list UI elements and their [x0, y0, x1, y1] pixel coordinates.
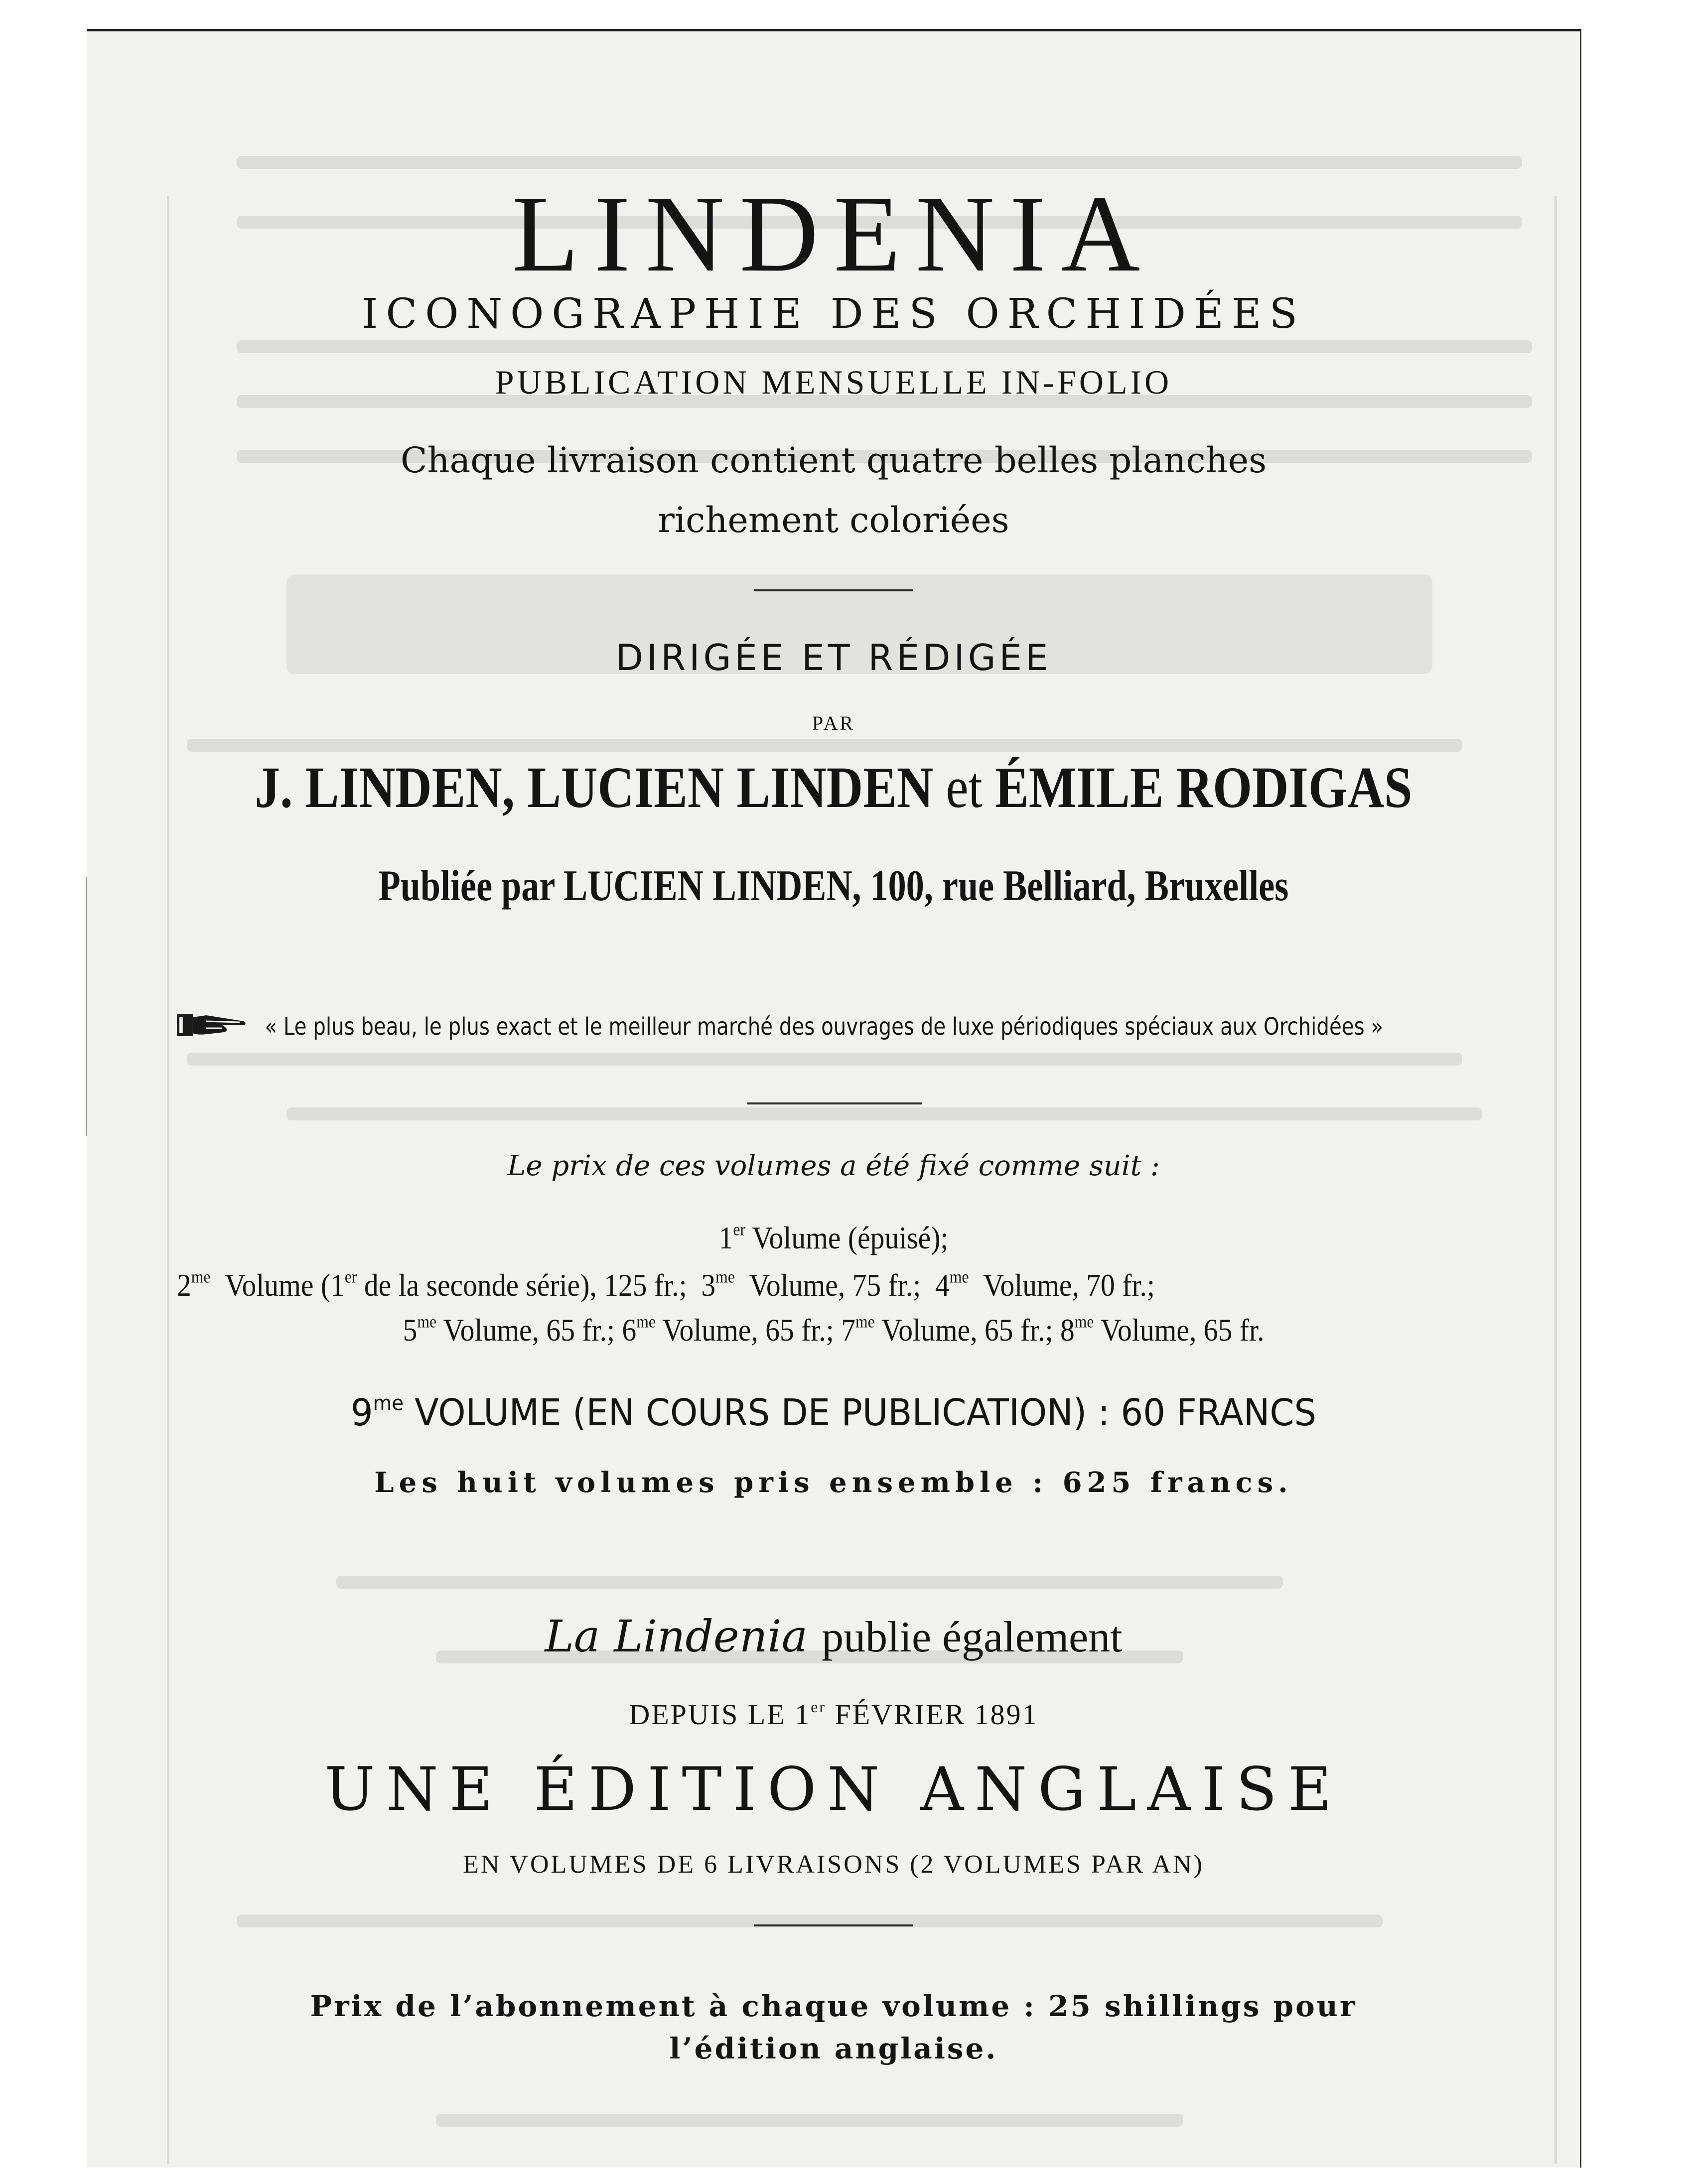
livraison-line-2: richement coloriées	[658, 500, 1009, 541]
bleed-through-line	[436, 2114, 1183, 2127]
since-prefix: DEPUIS LE 1	[629, 1698, 811, 1731]
volume-price: Volume, 65 fr.;	[662, 1312, 834, 1348]
par-label: PAR	[812, 712, 855, 734]
volumes-5-8-line	[162, 1312, 1505, 1349]
pointing-hand-icon	[177, 1010, 248, 1046]
bleed-through-line	[336, 1576, 1283, 1589]
volume-number: 2	[177, 1267, 191, 1303]
bleed-through-line	[237, 340, 1532, 353]
volume-price: Volume, 65 fr.;	[443, 1312, 615, 1348]
quote-line	[177, 1010, 1384, 1046]
ordinal-suffix: er	[733, 1220, 745, 1239]
since-date	[87, 1698, 1580, 1731]
lindenia-rest: publie également	[822, 1613, 1123, 1661]
eight-volumes-price: Les huit volumes pris ensemble : 625 francs.	[374, 1466, 1293, 1499]
publisher-line: Publiée par LUCIEN LINDEN, 100, rue Belliard, Bruxelles	[378, 862, 1289, 910]
authors-names-b: ÉMILE RODIGAS	[995, 755, 1412, 820]
volume-price: Volume, 75 fr.;	[749, 1267, 921, 1303]
ordinal-suffix: me	[373, 1391, 404, 1415]
livraison-line-1: Chaque livraison contient quatre belles planches	[400, 440, 1267, 481]
journal-subtitle: ICONOGRAPHIE DES ORCHIDÉES	[362, 290, 1305, 338]
volume-1-line	[162, 1220, 1505, 1256]
volume-price: VOLUME (EN COURS DE PUBLICATION) : 60 FRANCS	[415, 1391, 1317, 1434]
authors-conjunction: et	[946, 755, 983, 820]
bleed-through-line	[237, 156, 1522, 169]
bleed-through-line	[187, 739, 1462, 752]
divider-rule	[754, 589, 913, 591]
divider-rule	[754, 1924, 913, 1926]
english-edition-heading: UNE ÉDITION ANGLAISE	[324, 1755, 1343, 1824]
quote-text: « Le plus beau, le plus exact et le meilleur marché des ouvrages de luxe périodiques spéciaux aux Orchidées »	[265, 1013, 1384, 1041]
volume-number: 5	[403, 1312, 418, 1348]
directed-by-heading: DIRIGÉE ET RÉDIGÉE	[615, 637, 1052, 679]
volume-price: Volume (épuisé);	[752, 1220, 949, 1255]
volume-number: 4	[935, 1267, 950, 1303]
volumes-six-livraisons: EN VOLUMES DE 6 LIVRAISONS (2 VOLUMES PAR AN)	[463, 1850, 1204, 1879]
lindenia-italic-name: La Lindenia	[545, 1611, 808, 1662]
authors-names-a: J. LINDEN, LUCIEN LINDEN	[255, 755, 934, 820]
volumes-2-4-line	[177, 1267, 1432, 1304]
volume-price: Volume (1	[225, 1267, 345, 1303]
volume-number: 3	[701, 1267, 716, 1303]
ordinal-suffix: er	[811, 1698, 826, 1716]
since-month-year: FÉVRIER 1891	[835, 1698, 1038, 1731]
subscription-line-2: l’édition anglaise.	[669, 2032, 998, 2065]
subscription-line-1: Prix de l’abonnement à chaque volume : 25 shillings pour	[310, 1989, 1357, 2023]
ordinal-suffix: me	[949, 1267, 969, 1287]
volume-9-line	[125, 1391, 1543, 1434]
divider-rule	[747, 1102, 922, 1104]
ordinal-suffix: me	[636, 1312, 656, 1332]
ordinal-suffix: me	[715, 1267, 735, 1287]
volume-number: 7	[841, 1312, 856, 1348]
volume-price: Volume, 65 fr.	[1100, 1312, 1265, 1348]
journal-title: LINDENIA	[512, 173, 1155, 294]
volume-number: 8	[1060, 1312, 1075, 1348]
ordinal-suffix: me	[191, 1267, 211, 1287]
bleed-through-line	[286, 1107, 1482, 1120]
volume-number: 1	[718, 1220, 733, 1255]
volume-price: Volume, 70 fr.;	[983, 1267, 1155, 1303]
ordinal-suffix: me	[417, 1312, 437, 1332]
ordinal-suffix: me	[1074, 1312, 1094, 1332]
publication-frequency: PUBLICATION MENSUELLE IN-FOLIO	[495, 363, 1172, 401]
ordinal-suffix: er	[344, 1267, 357, 1287]
lindenia-also-publishes	[87, 1611, 1580, 1662]
authors-line	[192, 754, 1476, 821]
volume-number: 6	[622, 1312, 637, 1348]
bleed-through-line	[187, 1053, 1462, 1066]
document-page	[87, 29, 1581, 2168]
volume-number: 9	[350, 1391, 373, 1434]
bleed-through	[87, 31, 1580, 2168]
volume-price: de la seconde série), 125 fr.;	[364, 1267, 687, 1303]
price-intro: Le prix de ces volumes a été fixé comme suit :	[507, 1150, 1160, 1182]
volume-price: Volume, 65 fr.;	[881, 1312, 1053, 1348]
ordinal-suffix: me	[855, 1312, 875, 1332]
